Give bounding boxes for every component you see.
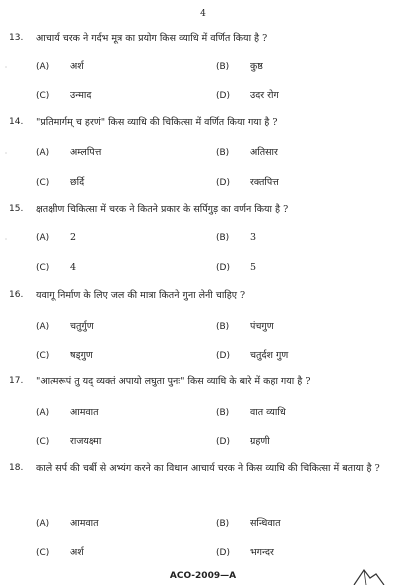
option-d bbox=[216, 434, 270, 447]
option-label: (B) bbox=[216, 408, 230, 418]
option-label: (A) bbox=[36, 233, 50, 243]
question-number: 17. bbox=[9, 376, 24, 386]
option-text: भगन्दर bbox=[250, 547, 274, 558]
option-label: (C) bbox=[36, 351, 50, 361]
option-text: रक्तपित्त bbox=[250, 177, 279, 188]
option-text: अर्श bbox=[70, 547, 84, 558]
scan-speck: ˙ bbox=[4, 66, 8, 75]
question-number: 15. bbox=[9, 204, 24, 214]
option-text: 3 bbox=[250, 232, 257, 243]
corner-scan-mark bbox=[350, 566, 390, 585]
option-label: (C) bbox=[36, 263, 50, 273]
option-label: (A) bbox=[36, 322, 50, 332]
option-a bbox=[36, 516, 99, 529]
option-c bbox=[36, 262, 76, 273]
option-text: राजयक्ष्मा bbox=[70, 436, 102, 447]
option-label: (C) bbox=[36, 548, 50, 558]
option-label: (D) bbox=[216, 351, 230, 361]
option-text: षड्गुण bbox=[70, 350, 93, 361]
option-b bbox=[216, 405, 286, 418]
option-a bbox=[36, 59, 84, 72]
question-text: काले सर्प की चर्बी से अभ्यंग करने का विधान आचार्य चरक ने किस व्याधि की चिकित्सा में बताया है ? bbox=[36, 463, 380, 474]
option-label: (D) bbox=[216, 263, 230, 273]
option-d bbox=[216, 175, 279, 188]
option-label: (A) bbox=[36, 519, 50, 529]
option-label: (B) bbox=[216, 322, 230, 332]
scan-speck: ˙ bbox=[4, 152, 8, 161]
option-a bbox=[36, 145, 101, 158]
question-number: 18. bbox=[9, 463, 24, 473]
page-number: 4 bbox=[200, 9, 206, 19]
option-text: 2 bbox=[70, 232, 77, 243]
question-text: "आत्मरूपं तु यद् व्यक्तं अपायो लघुता पुनः" किस व्याधि के बारे में कहा गया है ? bbox=[36, 376, 311, 387]
option-label: (C) bbox=[36, 178, 50, 188]
option-d bbox=[216, 348, 288, 361]
option-label: (D) bbox=[216, 548, 230, 558]
question-text: यवागू निर्माण के लिए जल की मात्रा कितने गुना लेनी चाहिए ? bbox=[36, 290, 246, 301]
option-label: (C) bbox=[36, 91, 50, 101]
option-b bbox=[216, 59, 263, 72]
question-number: 13. bbox=[9, 33, 24, 43]
option-text: चतुर्गुण bbox=[70, 321, 94, 332]
option-text: वात व्याधि bbox=[250, 407, 286, 418]
option-text: चतुर्दश गुण bbox=[250, 350, 289, 361]
option-label: (D) bbox=[216, 178, 230, 188]
option-label: (B) bbox=[216, 233, 230, 243]
footer-code: ACO-2009—A bbox=[169, 571, 237, 581]
option-label: (B) bbox=[216, 519, 230, 529]
option-label: (C) bbox=[36, 437, 50, 447]
option-c bbox=[36, 175, 84, 188]
option-label: (A) bbox=[36, 62, 50, 72]
option-text: उदर रोग bbox=[250, 90, 279, 101]
option-label: (B) bbox=[216, 148, 230, 158]
option-text: उन्माद bbox=[70, 90, 92, 101]
option-text: 4 bbox=[70, 262, 77, 273]
scan-speck: ˙ bbox=[4, 238, 8, 247]
option-c bbox=[36, 434, 101, 447]
option-c bbox=[36, 545, 84, 558]
option-text: अर्श bbox=[70, 61, 84, 72]
option-text: 5 bbox=[250, 262, 257, 273]
question-text: आचार्य चरक ने गर्दभ मूत्र का प्रयोग किस व्याधि में वर्णित किया है ? bbox=[36, 33, 268, 44]
option-c bbox=[36, 348, 93, 361]
option-text: अतिसार bbox=[250, 147, 278, 158]
question-number: 14. bbox=[9, 117, 24, 127]
option-text: सन्धिवात bbox=[250, 518, 281, 529]
option-b bbox=[216, 516, 281, 529]
question-text: "प्रतिमार्गम् च हरणं" किस व्याधि की चिकित्सा में वर्णित किया गया है ? bbox=[36, 117, 278, 128]
option-text: पंचगुण bbox=[250, 321, 274, 332]
option-b bbox=[216, 319, 274, 332]
option-text: अम्लपित्त bbox=[70, 147, 102, 158]
option-label: (D) bbox=[216, 91, 230, 101]
option-label: (A) bbox=[36, 148, 50, 158]
option-label: (A) bbox=[36, 408, 50, 418]
option-a bbox=[36, 232, 76, 243]
option-c bbox=[36, 88, 91, 101]
option-d bbox=[216, 88, 279, 101]
option-label: (D) bbox=[216, 437, 230, 447]
option-text: आमवात bbox=[70, 518, 99, 529]
option-text: आमवात bbox=[70, 407, 99, 418]
option-b bbox=[216, 145, 278, 158]
option-a bbox=[36, 319, 94, 332]
option-d bbox=[216, 545, 274, 558]
option-d bbox=[216, 262, 256, 273]
option-a bbox=[36, 405, 99, 418]
option-text: छर्दि bbox=[70, 177, 85, 188]
option-label: (B) bbox=[216, 62, 230, 72]
option-text: कुष्ठ bbox=[250, 61, 263, 72]
question-text: क्षतक्षीण चिकित्सा में चरक ने कितने प्रकार के सर्पिगुड़ का वर्णन किया है ? bbox=[36, 204, 289, 215]
option-text: ग्रहणी bbox=[250, 436, 270, 447]
question-number: 16. bbox=[9, 290, 24, 300]
option-b bbox=[216, 232, 256, 243]
